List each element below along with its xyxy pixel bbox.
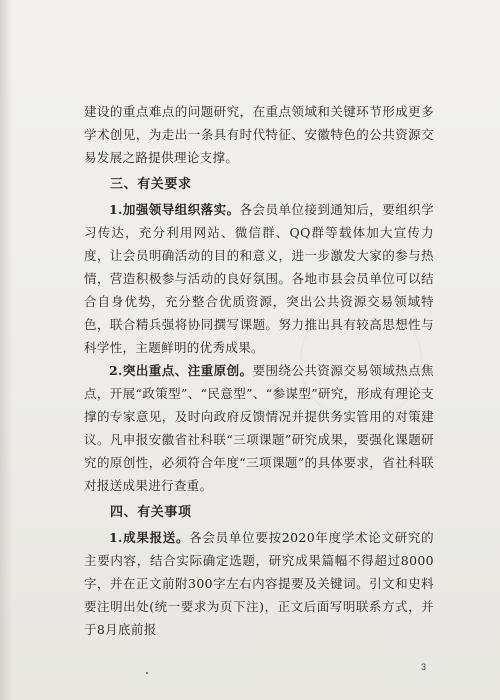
requirement-item-2 bbox=[84, 359, 434, 497]
page-edge-shadow bbox=[0, 0, 12, 700]
document-body bbox=[84, 100, 434, 641]
section-heading-requirements: 三、有关要求 bbox=[110, 177, 192, 192]
matters-item-1-lead: 1.成果报送。 bbox=[109, 530, 190, 545]
matters-item-1-body: 各会员单位要按2020年度学术论文研究的主要内容，结合实际确定选题，研究成果篇幅不得超过8000字，并在正文前附300字左右内容提要及关键词。引文和史料要注明出处(统一要求为页下注)，正文后面写明联系方式，并于8月底前报 bbox=[84, 530, 435, 637]
requirement-item-1 bbox=[84, 198, 434, 359]
page-dot-mark bbox=[146, 672, 148, 674]
page-number: 3 bbox=[421, 662, 427, 672]
requirement-item-1-lead: 1.加强领导组织落实。 bbox=[109, 202, 240, 217]
requirement-item-2-lead: 2.突出重点、注重原创。 bbox=[109, 363, 253, 378]
requirement-item-1-body: 各会员单位接到通知后，要组织学习传达，充分利用网站、微信群、QQ群等载体加大宣传力度，让会员明确活动的目的和意义，进一步激发大家的参与热情，营造积极参与活动的良好氛围。各地市县会员单位可以结合自身优势，充分整合优质资源，突出公共资源交易领域特色，联合精兵强将协同撰写课题。努力推出具有较高思想性与科学性，主题鲜明的优秀成果。 bbox=[84, 202, 434, 355]
matters-item-1 bbox=[84, 526, 434, 641]
intro-paragraph-continued: 建设的重点难点的问题研究，在重点领域和关键环节形成更多学术创见，为走出一条具有时代特征、安徽特色的公共资源交易发展之路提供理论支撑。 bbox=[84, 104, 434, 165]
section-heading-matters: 四、有关事项 bbox=[110, 505, 192, 520]
requirement-item-2-body: 要围绕公共资源交易领域热点焦点，开展“政策型”、“民意型”、“参谋型”研究，形成有理论支撑的专家意见，及时向政府反馈情况并提供务实管用的对策建议。凡申报安徽省社科联“三项课题”研究成果，要强化课题研究的原创性，必须符合年度“三项课题”的具体要求，省社科联对报送成果进行查重。 bbox=[84, 363, 435, 493]
